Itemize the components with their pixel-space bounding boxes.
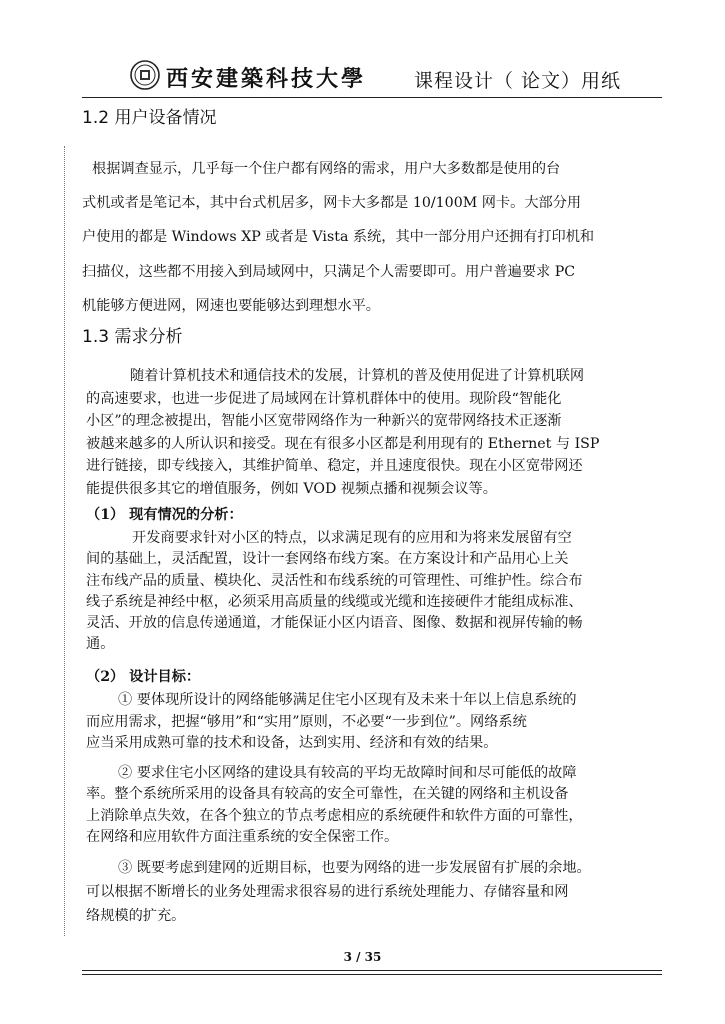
text-line: 被越来越多的人所认识和接受。现在有很多小区都是利用现有的 Ethernet 与 ISP <box>86 435 600 452</box>
footer-divider <box>82 974 662 975</box>
text-line: 扫描仪，这些都不用接入到局域网中，只满足个人需要即可。用户普遍要求 PC <box>82 263 576 280</box>
text-line: 在网络和应用软件方面注重系统的安全保密工作。 <box>86 828 399 845</box>
text-line: 的高速要求，也进一步促进了局域网在计算机群体中的使用。现阶段“智能化 <box>86 390 562 407</box>
subheading-current-situation: （1） 现有情况的分析： <box>86 507 243 523</box>
text-line: 可以根据不断增长的业务处理需求很容易的进行系统处理能力、存储容量和网 <box>86 884 569 900</box>
text-line: 上消除单点失效，在各个独立的节点考虑相应的系统硬件和软件方面的可靠性， <box>86 807 583 824</box>
page-number: 3 / 35 <box>343 950 382 964</box>
text-line: 随着计算机技术和通信技术的发展，计算机的普及使用促进了计算机联网 <box>130 368 585 384</box>
goal-2-paragraph <box>86 763 583 848</box>
text-line: 灵活、开放的信息传递通道，才能保证小区内语音、图像、数据和视屏传输的畅 <box>86 615 583 632</box>
footer-divider <box>82 970 662 971</box>
text-line: 根据调查显示，几乎每一个住户都有网络的需求，用户大多数都是使用的台 <box>92 161 561 177</box>
text-line: 小区”的理念被提出，智能小区宽带网络作为一种新兴的宽带网络技术正逐渐 <box>86 413 562 429</box>
text-line: 能提供很多其它的增值服务，例如 VOD 视频点播和视频会议等。 <box>86 480 497 497</box>
requirements-intro-paragraph <box>86 365 599 500</box>
university-seal-icon <box>130 60 160 90</box>
text-line: ② 要求住宅小区网络的建设具有较高的平均无故障时间和尽可能低的故障 <box>118 765 577 781</box>
text-line: ① 要体现所设计的网络能够满足住宅小区现有及未来十年以上信息系统的 <box>118 692 577 708</box>
goal-3-paragraph <box>86 856 591 928</box>
binding-margin-line <box>64 146 65 936</box>
text-line: 户使用的都是 Windows XP 或者是 Vista 系统，其中一部分用户还拥有打印机和 <box>82 229 595 246</box>
text-line: 率。整个系统所采用的设备具有较高的安全可靠性，在关键的网络和主机设备 <box>86 786 569 803</box>
text-line: 进行链接，即专线接入，其维护简单、稳定，并且速度很快。现在小区宽带网还 <box>86 458 583 474</box>
text-line: 机能够方便进网，网速也要能够达到理想水平。 <box>82 297 380 314</box>
text-line: 通。 <box>86 636 115 653</box>
text-line: 间的基础上，灵活配置，设计一套网络布线方案。在方案设计和产品用心上关 <box>86 551 569 568</box>
header-divider <box>82 97 662 98</box>
goal-1-paragraph <box>86 690 577 755</box>
section-heading-requirements: 1.3 需求分析 <box>82 327 183 347</box>
text-line: ③ 既要考虑到建网的近期目标，也要为网络的进一步发展留有扩展的余地。 <box>118 860 591 876</box>
section-heading-user-devices: 1.2 用户设备情况 <box>82 108 217 128</box>
text-line: 式机或者是笔记本，其中台式机居多，网卡大多都是 10/100M 网卡。大部分用 <box>82 195 582 212</box>
text-line: 应当采用成熟可靠的技术和设备，达到实用、经济和有效的结果。 <box>86 735 498 751</box>
current-situation-paragraph <box>86 528 583 656</box>
text-line: 开发商要求针对小区的特点，以求满足现有的应用和为将来发展留有空 <box>132 530 572 546</box>
subheading-design-goals: （2） 设计目标： <box>86 669 201 685</box>
text-line: 络规模的扩充。 <box>86 908 186 924</box>
text-line: 线子系统是神经中枢，必须采用高质量的线缆或光缆和连接硬件才能组成标准、 <box>86 593 583 610</box>
paper-title: 课程设计（ 论文）用纸 <box>414 70 622 92</box>
text-line: 注布线产品的质量、模块化、灵活性和布线系统的可管理性、可维护性。综合布 <box>86 572 583 589</box>
university-name: 西安建築科技大學 <box>166 66 367 92</box>
text-line: 而应用需求，把握“够用”和“实用”原则，不必要“一步到位”。网络系统 <box>86 713 527 730</box>
user-devices-paragraph <box>82 152 594 323</box>
page-header <box>82 58 662 98</box>
